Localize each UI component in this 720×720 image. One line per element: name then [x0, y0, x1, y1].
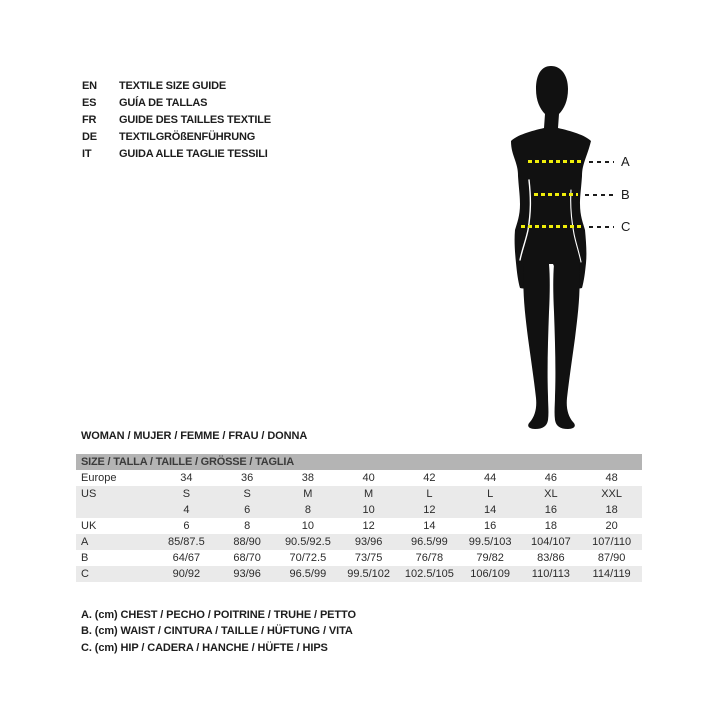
language-code: DE: [82, 131, 97, 144]
table-cell: 10: [301, 520, 314, 532]
table-row-us-letters: [76, 486, 642, 502]
waist-marker-label: B: [621, 187, 630, 202]
language-row-fr: [82, 111, 271, 128]
language-title: TEXTILGRÖßENFÜHRUNG: [119, 131, 256, 144]
table-cell: 12: [423, 504, 436, 516]
language-title: GUIDE DES TAILLES TEXTILE: [119, 113, 271, 126]
table-cell: 12: [362, 520, 375, 532]
language-code: FR: [82, 113, 97, 126]
language-row-it: [82, 146, 271, 163]
language-title: GUIDA ALLE TAGLIE TESSILI: [119, 148, 268, 161]
table-cell: 96.5/99: [289, 568, 327, 580]
row-label: A: [81, 536, 89, 548]
row-label: B: [81, 552, 89, 564]
table-cell: 99.5/102: [347, 568, 391, 580]
language-row-en: [82, 77, 271, 94]
table-cell: 96.5/99: [411, 536, 448, 548]
table-cell: 106/109: [470, 568, 510, 580]
chest-measure-line: [528, 160, 582, 163]
table-cell: M: [364, 488, 374, 500]
table-row-europe: [76, 470, 642, 486]
table-cell: 68/70: [233, 552, 261, 564]
table-cell: M: [303, 488, 313, 500]
language-code: EN: [82, 79, 97, 92]
table-cell: 107/110: [592, 536, 632, 548]
table-row-uk: [76, 518, 642, 534]
language-title: TEXTILE SIZE GUIDE: [119, 79, 227, 92]
table-cell: 20: [605, 520, 618, 532]
language-row-de: [82, 129, 271, 146]
table-row-hip: [76, 566, 642, 582]
table-cell: 16: [544, 504, 557, 516]
table-cell: 46: [544, 472, 557, 484]
table-cell: 6: [183, 520, 190, 532]
language-code: IT: [82, 148, 92, 161]
table-cell: L: [487, 488, 494, 500]
table-cell: 40: [362, 472, 375, 484]
waist-leader-line: [585, 194, 613, 196]
table-cell: S: [182, 488, 191, 500]
table-cell: 48: [605, 472, 618, 484]
row-label: UK: [81, 520, 97, 532]
table-cell: 18: [605, 504, 618, 516]
table-cell: 36: [241, 472, 254, 484]
table-cell: 93/96: [354, 536, 383, 548]
gender-heading: WOMAN / MUJER / FEMME / FRAU / DONNA: [81, 430, 308, 442]
table-cell: 114/119: [592, 568, 631, 580]
language-row-es: [82, 94, 271, 111]
language-list: [82, 77, 271, 163]
table-cell: 90/92: [172, 568, 201, 580]
table-cell: 83/86: [537, 552, 565, 564]
table-row-us-numbers: [76, 502, 642, 518]
table-cell: 10: [362, 504, 375, 516]
table-cell: 88/90: [233, 536, 261, 548]
table-cell: 8: [304, 504, 311, 516]
chest-marker-label: A: [621, 154, 630, 169]
table-cell: 102.5/105: [404, 568, 454, 580]
hip-leader-line: [589, 226, 614, 228]
table-cell: XL: [544, 488, 558, 500]
table-cell: 73/75: [354, 552, 383, 564]
table-row-waist: [76, 550, 642, 566]
table-cell: 14: [423, 520, 436, 532]
row-label: Europe: [81, 472, 117, 484]
table-cell: L: [426, 488, 433, 500]
hip-measure-line: [521, 225, 583, 228]
table-cell: 8: [244, 520, 251, 532]
table-cell: 6: [244, 504, 251, 516]
table-cell: 4: [183, 504, 190, 516]
table-cell: 93/96: [233, 568, 261, 580]
table-cell: 79/82: [476, 552, 504, 564]
table-cell: 16: [484, 520, 497, 532]
table-cell: S: [243, 488, 251, 500]
table-cell: 110/113: [531, 568, 570, 580]
table-cell: 104/107: [530, 536, 571, 548]
table-cell: 44: [484, 472, 497, 484]
woman-silhouette-figure: [440, 40, 670, 440]
table-cell: 38: [301, 472, 314, 484]
table-cell: 14: [484, 504, 497, 516]
chest-leader-line: [589, 161, 614, 163]
table-cell: 18: [544, 520, 557, 532]
waist-measure-line: [534, 193, 578, 196]
table-cell: 85/87.5: [168, 536, 205, 548]
legend-waist: B. (cm) WAIST / CINTURA / TAILLE / HÜFTUNG / VITA: [81, 625, 353, 638]
table-cell: 87/90: [597, 552, 626, 564]
table-cell: 99.5/103: [468, 536, 512, 548]
hip-marker-label: C: [621, 219, 631, 234]
table-cell: 64/67: [172, 552, 201, 564]
size-table-header: SIZE / TALLA / TAILLE / GRÖSSE / TAGLIA: [76, 454, 642, 470]
table-cell: 42: [423, 472, 436, 484]
row-label: C: [81, 568, 89, 580]
table-cell: 34: [180, 472, 193, 484]
table-cell: XXL: [601, 488, 623, 500]
table-row-chest: [76, 534, 642, 550]
legend-chest: A. (cm) CHEST / PECHO / POITRINE / TRUHE / PETTO: [81, 609, 356, 621]
table-cell: 76/78: [415, 552, 444, 564]
measurement-legend: [81, 607, 356, 656]
language-title: GUÍA DE TALLAS: [119, 96, 208, 109]
table-cell: 90.5/92.5: [284, 536, 331, 548]
legend-hip: C. (cm) HIP / CADERA / HANCHE / HÜFTE / HIPS: [81, 641, 328, 654]
size-table: [76, 454, 642, 582]
row-label: US: [81, 488, 97, 500]
table-cell: 70/72.5: [289, 552, 327, 564]
language-code: ES: [82, 96, 97, 109]
